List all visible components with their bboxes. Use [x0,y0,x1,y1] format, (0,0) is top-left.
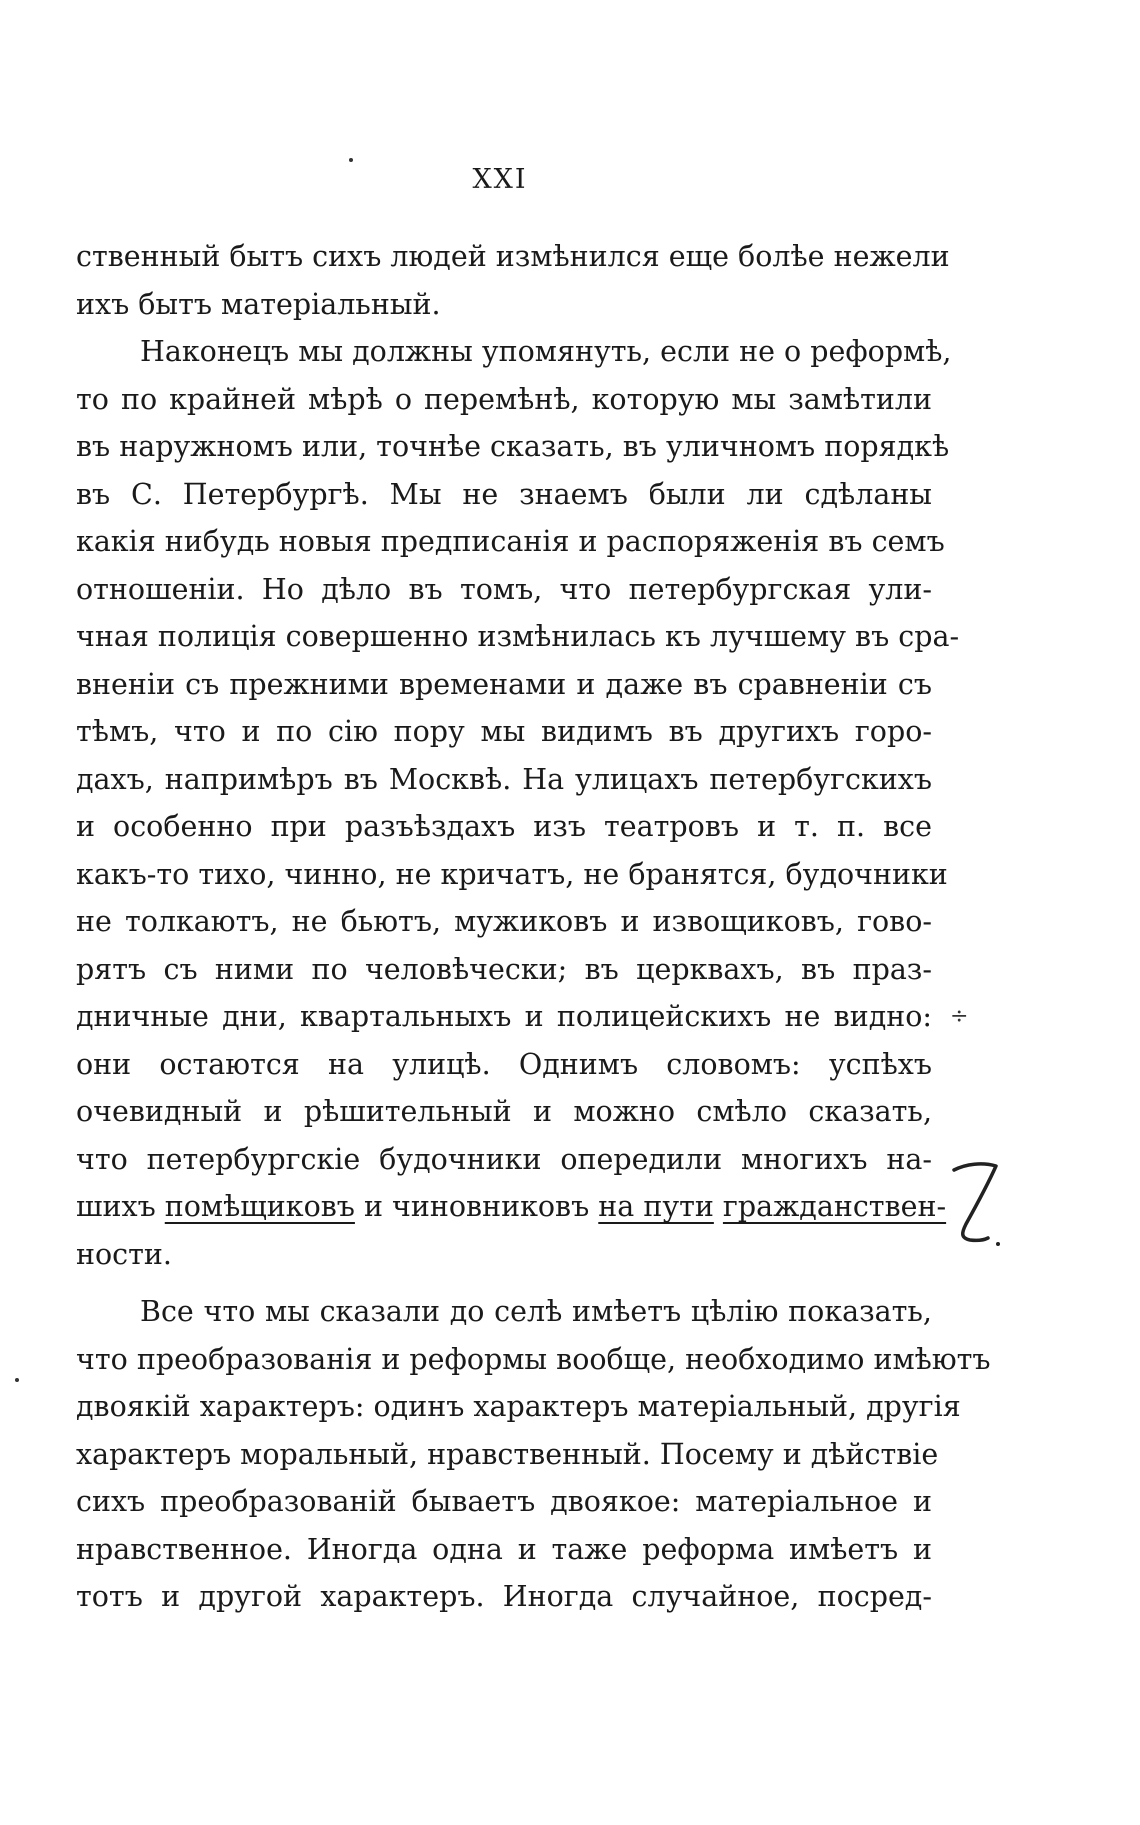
text-line: нравственное. Иногда одна и таже реформа имѣетъ и [76,1532,932,1566]
text-fragment [714,1190,723,1223]
text-line: вненіи съ прежними временами и даже въ сравненіи съ [76,667,932,701]
text-line: тѣмъ, что и по сію пору мы видимъ въ другихъ горо- [76,715,932,748]
text-line: отношеніи. Но дѣло въ томъ, что петербургская ули- [76,572,932,606]
text-line: ихъ бытъ матеріальный. [76,287,441,321]
ink-speck [15,1378,19,1382]
text-line: они остаются на улицѣ. Однимъ словомъ: успѣхъ [76,1047,932,1081]
pencil-underline: гражданствен- [722,1190,947,1223]
text-line: двоякій характеръ: одинъ характеръ матеріальный, другія [76,1390,961,1423]
text-line: и особенно при разъѣздахъ изъ театровъ и т. п. все [76,810,932,843]
text-line: какія нибудь новыя предписанія и распоряженія въ семъ [76,525,945,558]
paragraph-1 [76,233,950,328]
text-line: очевидный и рѣшительный и можно смѣло сказать, [76,1095,932,1128]
text-line: Наконецъ мы должны упомянуть, если не о реформѣ, [140,335,952,368]
text-line: чная полиція совершенно измѣнилась къ лучшему въ сра- [76,620,960,653]
text-line-underlined [76,1183,947,1231]
paragraph-3 [76,1288,991,1621]
text-line: ственный бытъ сихъ людей измѣнился еще болѣе нежели [76,240,950,273]
text-line: дничные дни, квартальныхъ и полицейскихъ не видно: [76,1000,932,1033]
text-line: въ С. Петербургѣ. Мы не знаемъ были ли сдѣланы [76,477,932,511]
text-line: то по крайней мѣрѣ о перемѣнѣ, которую мы замѣтили [76,382,932,416]
text-line: что петербургскіе будочники опередили многихъ на- [76,1142,932,1176]
pencil-underline: на пути [598,1190,714,1223]
ink-speck [349,158,353,162]
text-line: не толкаютъ, не бьютъ, мужиковъ и извощиковъ, гово- [76,905,932,938]
text-line: какъ-то тихо, чинно, не кричатъ, не бранятся, будочники [76,857,948,891]
text-line: что преобразованія и реформы вообще, необходимо имѣютъ [76,1342,991,1376]
text-line: ности. [76,1237,172,1271]
text-line: характеръ моральный, нравственный. Посему и дѣйствіе [76,1437,939,1471]
text-line: сихъ преобразованій бываетъ двоякое: матеріальное и [76,1485,932,1518]
text-fragment: и чиновниковъ [354,1190,599,1223]
pencil-mark: ÷ [950,1004,969,1029]
text-line: Все что мы сказали до селѣ имѣетъ цѣлію показать, [140,1295,932,1328]
paragraph-2 [76,328,960,1278]
text-line: дахъ, напримѣръ въ Москвѣ. На улицахъ петербугскихъ [76,762,932,796]
text-line: тотъ и другой характеръ. Иногда случайное, посред- [76,1580,932,1613]
handwritten-number [948,1158,1008,1250]
text-line: рятъ съ ними по человѣчески; въ церквахъ, въ праз- [76,952,932,986]
page-number: XXI [472,164,528,195]
text-fragment: шихъ [76,1190,165,1223]
pencil-underline: помѣщиковъ [164,1190,355,1223]
text-line: въ наружномъ или, точнѣе сказать, въ уличномъ порядкѣ [76,430,950,463]
